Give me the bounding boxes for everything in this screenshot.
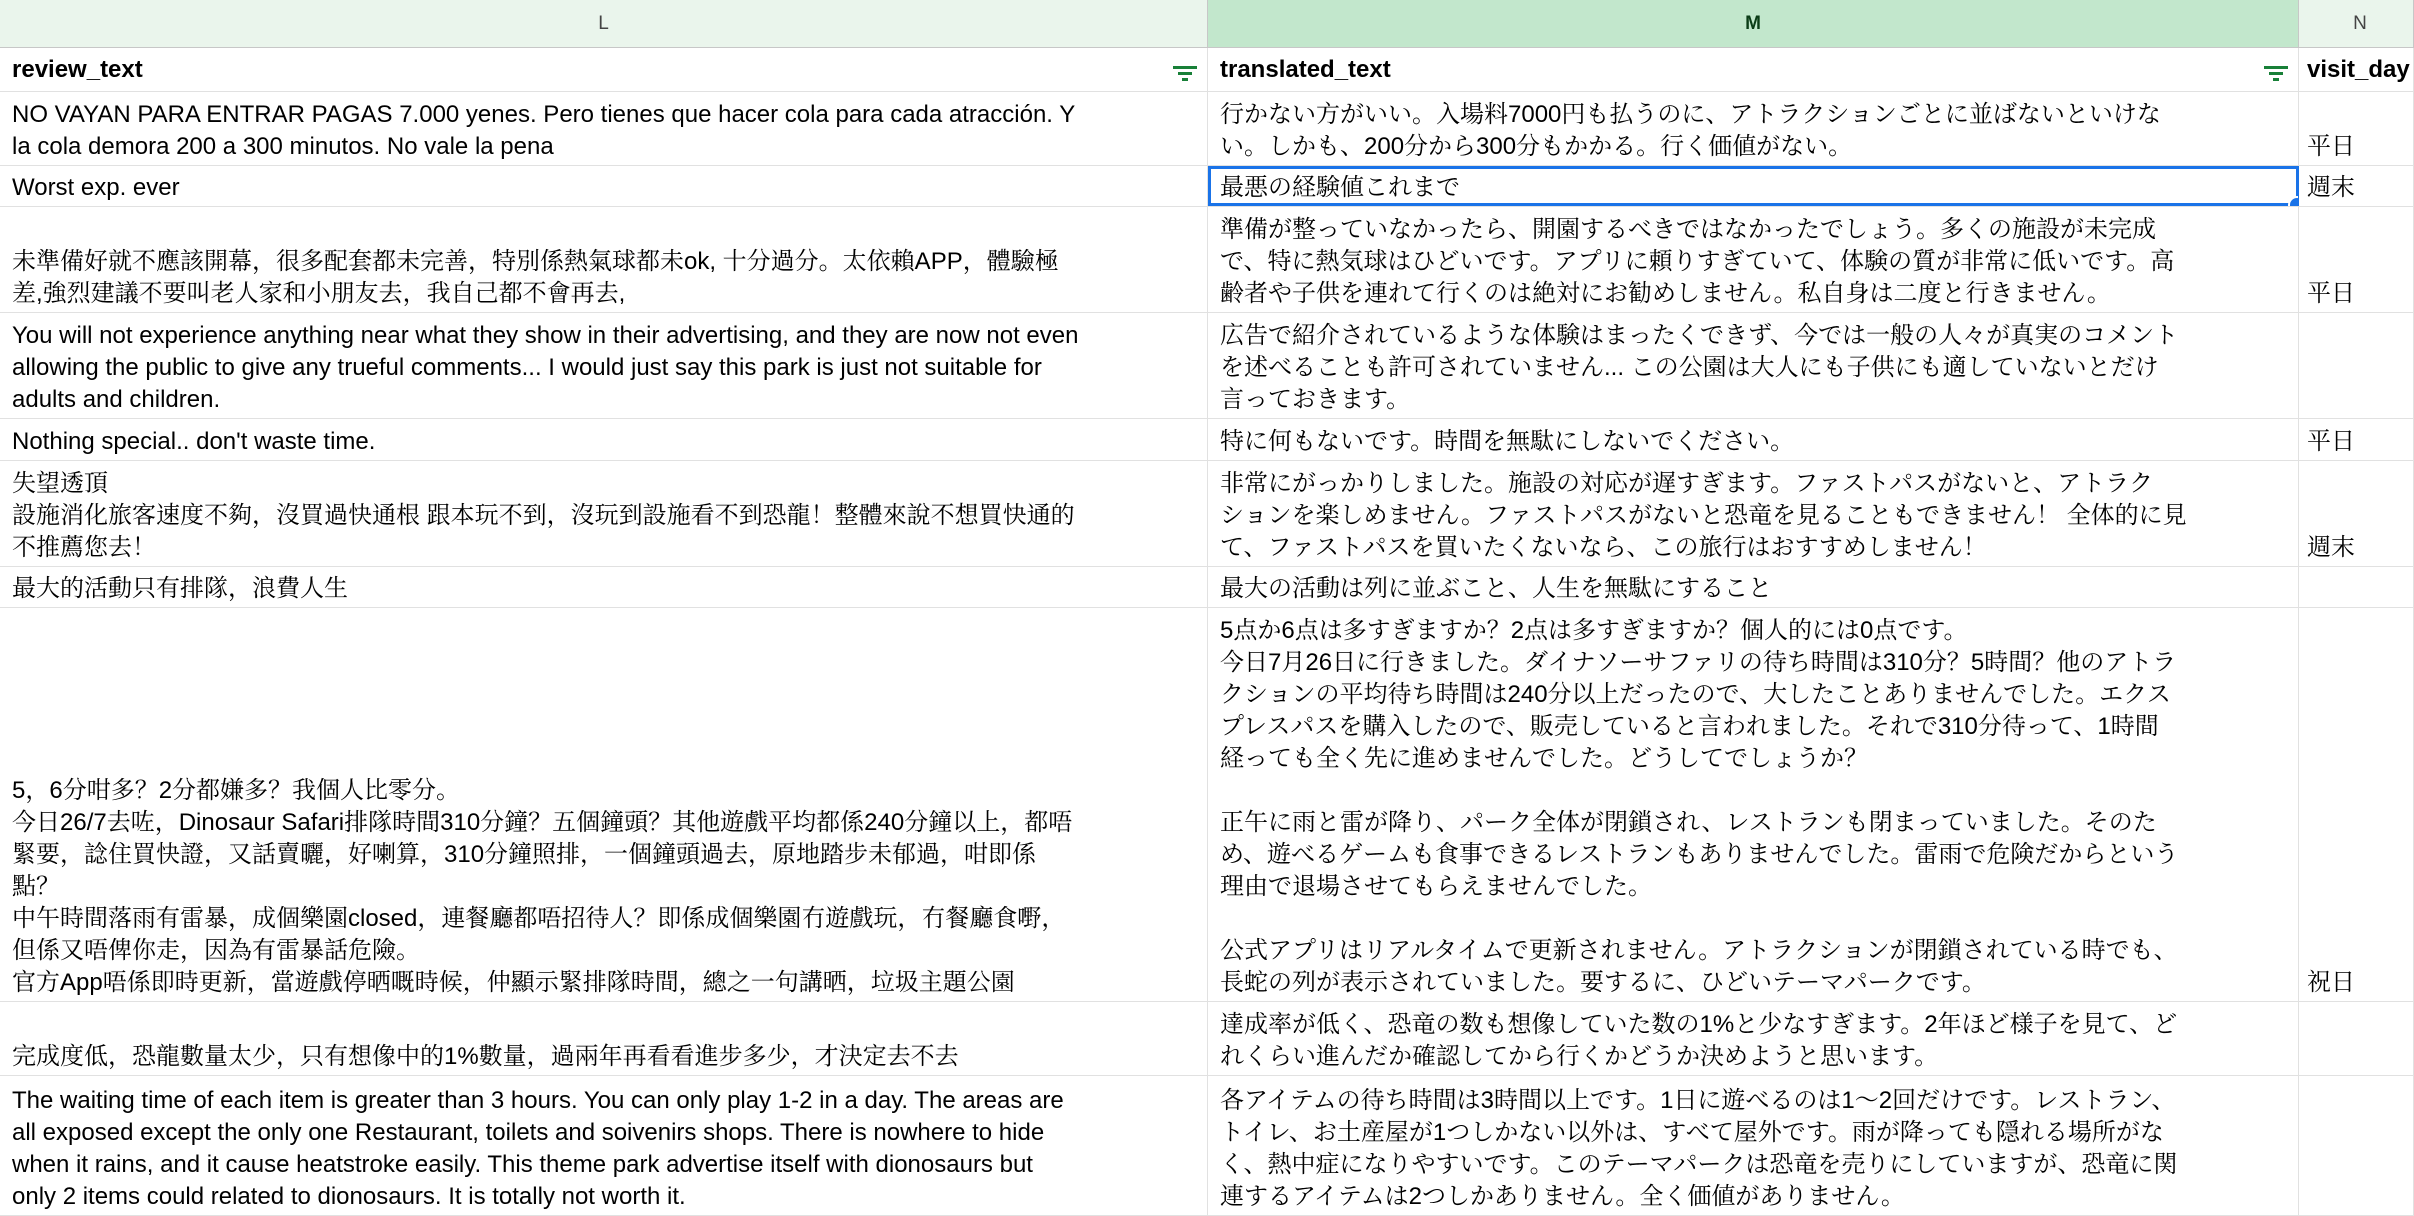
- rows: [0, 48, 2414, 1216]
- cell-text: 平日: [2307, 280, 2355, 307]
- cell-visit-day[interactable]: [2299, 313, 2414, 418]
- table-row: [0, 166, 2414, 207]
- table-row: [0, 207, 2414, 313]
- cell-translated-text[interactable]: [1208, 461, 2299, 566]
- cell-text: 5，6分咁多？2分都嫌多？我個人比零分。 今日26/7去咗，Dinosaur Safari排隊時間310分鐘？五個鐘頭？其他遊戲平均都係240分鐘以上，都唔 緊要，諗住買快證，又話賣曬，好喇算，310分鐘照排，一個鐘頭過去，原地踏步未郁過，咁即係 點？ 中午時間落雨有雷暴，成個樂園closed，連餐廳都唔招待人？即係成個樂園冇遊戲玩，冇餐廳食嘢， 但係又唔俾你走，因為有雷暴話危險。 官方App唔係即時更新，當遊戲停晒嘅時候，仲顯示緊排隊時間，總之一句講晒，垃圾主題公園: [12, 777, 1073, 996]
- cell-translated-text[interactable]: [1208, 1076, 2299, 1215]
- table-row: [0, 92, 2414, 166]
- cell-text: 5点か6点は多すぎますか？2点は多すぎますか？個人的には0点です。 今日7月26日に行きました。ダイナソーサファリの待ち時間は310分？5時間？他のアトラ クションの平均待ち時間は240分以上だったので、大したことありませんでした。エクス プレスパスを購入したので、販売していると言われました。それで310分待って、1時間 経っても全く先に進めませんでした。どうしてでしょうか？ 正午に雨と雷が降り、パーク全体が閉鎖され、レストランも閉まっていました。そのた め、遊べるゲームも食事できるレストランもありませんでした。雷雨で危険だからという 理由で退場させてもらえませんでした。 公式アプリはリアルタイムで更新されません。アトラクションが閉鎖されている時でも、 長蛇の列が表示されていました。要するに、ひどいテーマパークです。: [1220, 617, 2179, 996]
- selected-cell-translated-text[interactable]: [1208, 166, 2299, 206]
- cell-visit-day[interactable]: [2299, 92, 2414, 165]
- cell-visit-day[interactable]: [2299, 461, 2414, 566]
- cell-review-text[interactable]: [0, 92, 1208, 165]
- cell-text: 最悪の経験値これまで: [1220, 174, 1460, 201]
- header-label: visit_day: [2307, 55, 2410, 83]
- column-header-n[interactable]: N: [2299, 0, 2414, 48]
- cell-text: 週末: [2307, 534, 2355, 561]
- header-label: translated_text: [1220, 55, 1391, 83]
- cell-review-text[interactable]: [0, 419, 1208, 460]
- cell-text: The waiting time of each item is greater than 3 hours. You can only play 1-2 in a day. The areas are all exposed except the only one Restaurant, toilets and soivenirs shops. There is nowhere to hide when it rains, and it cause heatstroke easily. This theme park advertise itself with dionosaurs but only 2 items could related to dionosaurs. It is totally not worth it.: [12, 1087, 1064, 1210]
- table-row: [0, 1002, 2414, 1076]
- cell-text: 未準備好就不應該開幕，很多配套都未完善，特別係熱氣球都未ok, 十分過分。太依賴APP，體驗極 差,強烈建議不要叫老人家和小朋友去，我自己都不會再去,: [12, 248, 1059, 307]
- column-headers: [0, 0, 2414, 48]
- header-cell-translated-text[interactable]: [1208, 48, 2299, 91]
- cell-translated-text[interactable]: [1208, 419, 2299, 460]
- cell-visit-day[interactable]: [2299, 419, 2414, 460]
- table-row: [0, 461, 2414, 567]
- cell-text: 平日: [2307, 428, 2355, 455]
- header-cell-visit-day[interactable]: [2299, 48, 2414, 91]
- cell-translated-text[interactable]: [1208, 313, 2299, 418]
- cell-visit-day[interactable]: [2299, 1076, 2414, 1215]
- cell-text: You will not experience anything near what they show in their advertising, and they are now not even allowing the public to give any trueful comments... I would just say this park is just not suitable for adults and children.: [12, 322, 1079, 413]
- column-header-l[interactable]: L: [0, 0, 1208, 48]
- table-row: [0, 567, 2414, 608]
- cell-text: 最大的活動只有排隊，浪費人生: [12, 575, 348, 602]
- table-row: [0, 1076, 2414, 1216]
- filter-icon[interactable]: [2262, 62, 2290, 84]
- filter-icon[interactable]: [1171, 62, 1199, 84]
- cell-text: 週末: [2307, 174, 2355, 201]
- header-label: review_text: [12, 55, 143, 83]
- cell-text: 平日: [2307, 133, 2355, 160]
- cell-text: Worst exp. ever: [12, 174, 180, 201]
- cell-translated-text[interactable]: [1208, 567, 2299, 607]
- cell-translated-text[interactable]: [1208, 608, 2299, 1001]
- header-row: [0, 48, 2414, 92]
- cell-translated-text[interactable]: [1208, 1002, 2299, 1075]
- cell-review-text[interactable]: [0, 207, 1208, 312]
- column-header-m[interactable]: M: [1208, 0, 2299, 48]
- cell-review-text[interactable]: [0, 608, 1208, 1001]
- cell-text: 最大の活動は列に並ぶこと、人生を無駄にすること: [1220, 575, 1772, 602]
- cell-text: NO VAYAN PARA ENTRAR PAGAS 7.000 yenes. Pero tienes que hacer cola para cada atracción. Y la cola demora 200 a 300 minutos. No vale la pena: [12, 101, 1076, 160]
- cell-text: 失望透頂 設施消化旅客速度不夠，沒買過快通根 跟本玩不到，沒玩到設施看不到恐龍！整體來說不想買快通的 不推薦您去！: [12, 470, 1075, 561]
- cell-review-text[interactable]: [0, 567, 1208, 607]
- cell-review-text[interactable]: [0, 461, 1208, 566]
- cell-text: 広告で紹介されているような体験はまったくできず、今では一般の人々が真実のコメント を述べることも許可されていません... この公園は大人にも子供にも適していないとだけ 言っておきます。: [1220, 322, 2179, 413]
- fill-handle[interactable]: [2288, 196, 2299, 206]
- cell-text: 完成度低，恐龍數量太少，只有想像中的1%數量，過兩年再看看進步多少，才決定去不去: [12, 1043, 959, 1070]
- cell-review-text[interactable]: [0, 166, 1208, 206]
- cell-text: Nothing special.. don't waste time.: [12, 428, 376, 455]
- cell-text: 行かない方がいい。入場料7000円も払うのに、アトラクションごとに並ばないといけな い。しかも、200分から300分もかかる。行く価値がない。: [1220, 101, 2161, 160]
- cell-text: 達成率が低く、恐竜の数も想像していた数の1%と少なすぎます。2年ほど様子を見て、ど れくらい進んだか確認してから行くかどうか決めようと思います。: [1220, 1011, 2178, 1070]
- cell-visit-day[interactable]: [2299, 207, 2414, 312]
- cell-visit-day[interactable]: [2299, 1002, 2414, 1075]
- cell-visit-day[interactable]: [2299, 166, 2414, 206]
- cell-text: 準備が整っていなかったら、開園するべきではなかったでしょう。多くの施設が未完成 で、特に熱気球はひどいです。アプリに頼りすぎていて、体験の質が非常に低いです。高 齢者や子供を連れて行くのは絶対にお勧めしません。私自身は二度と行きません。: [1220, 216, 2175, 307]
- cell-review-text[interactable]: [0, 1076, 1208, 1215]
- table-row: [0, 419, 2414, 461]
- cell-text: 各アイテムの待ち時間は3時間以上です。1日に遊べるのは1〜2回だけです。レストラン、 トイレ、お土産屋が1つしかない以外は、すべて屋外です。雨が降っても隠れる場所がな く、熱中症になりやすいです。このテーマパークは恐竜を売りにしていますが、恐竜に関 連するアイテムは2つしかありません。全く価値がありません。: [1220, 1087, 2178, 1210]
- cell-visit-day[interactable]: [2299, 608, 2414, 1001]
- cell-visit-day[interactable]: [2299, 567, 2414, 607]
- cell-text: 特に何もないです。時間を無駄にしないでください。: [1220, 428, 1795, 455]
- table-row: [0, 313, 2414, 419]
- cell-text: 祝日: [2307, 969, 2355, 996]
- cell-review-text[interactable]: [0, 313, 1208, 418]
- table-row: [0, 608, 2414, 1002]
- cell-text: 非常にがっかりしました。施設の対応が遅すぎます。ファストパスがないと、アトラク ションを楽しめません。ファストパスがないと恐竜を見ることもできません！ 全体的に見 て、ファストパスを買いたくないなら、この旅行はおすすめしません！: [1220, 470, 2187, 561]
- cell-translated-text[interactable]: [1208, 207, 2299, 312]
- header-cell-review-text[interactable]: [0, 48, 1208, 91]
- cell-translated-text[interactable]: [1208, 92, 2299, 165]
- cell-review-text[interactable]: [0, 1002, 1208, 1075]
